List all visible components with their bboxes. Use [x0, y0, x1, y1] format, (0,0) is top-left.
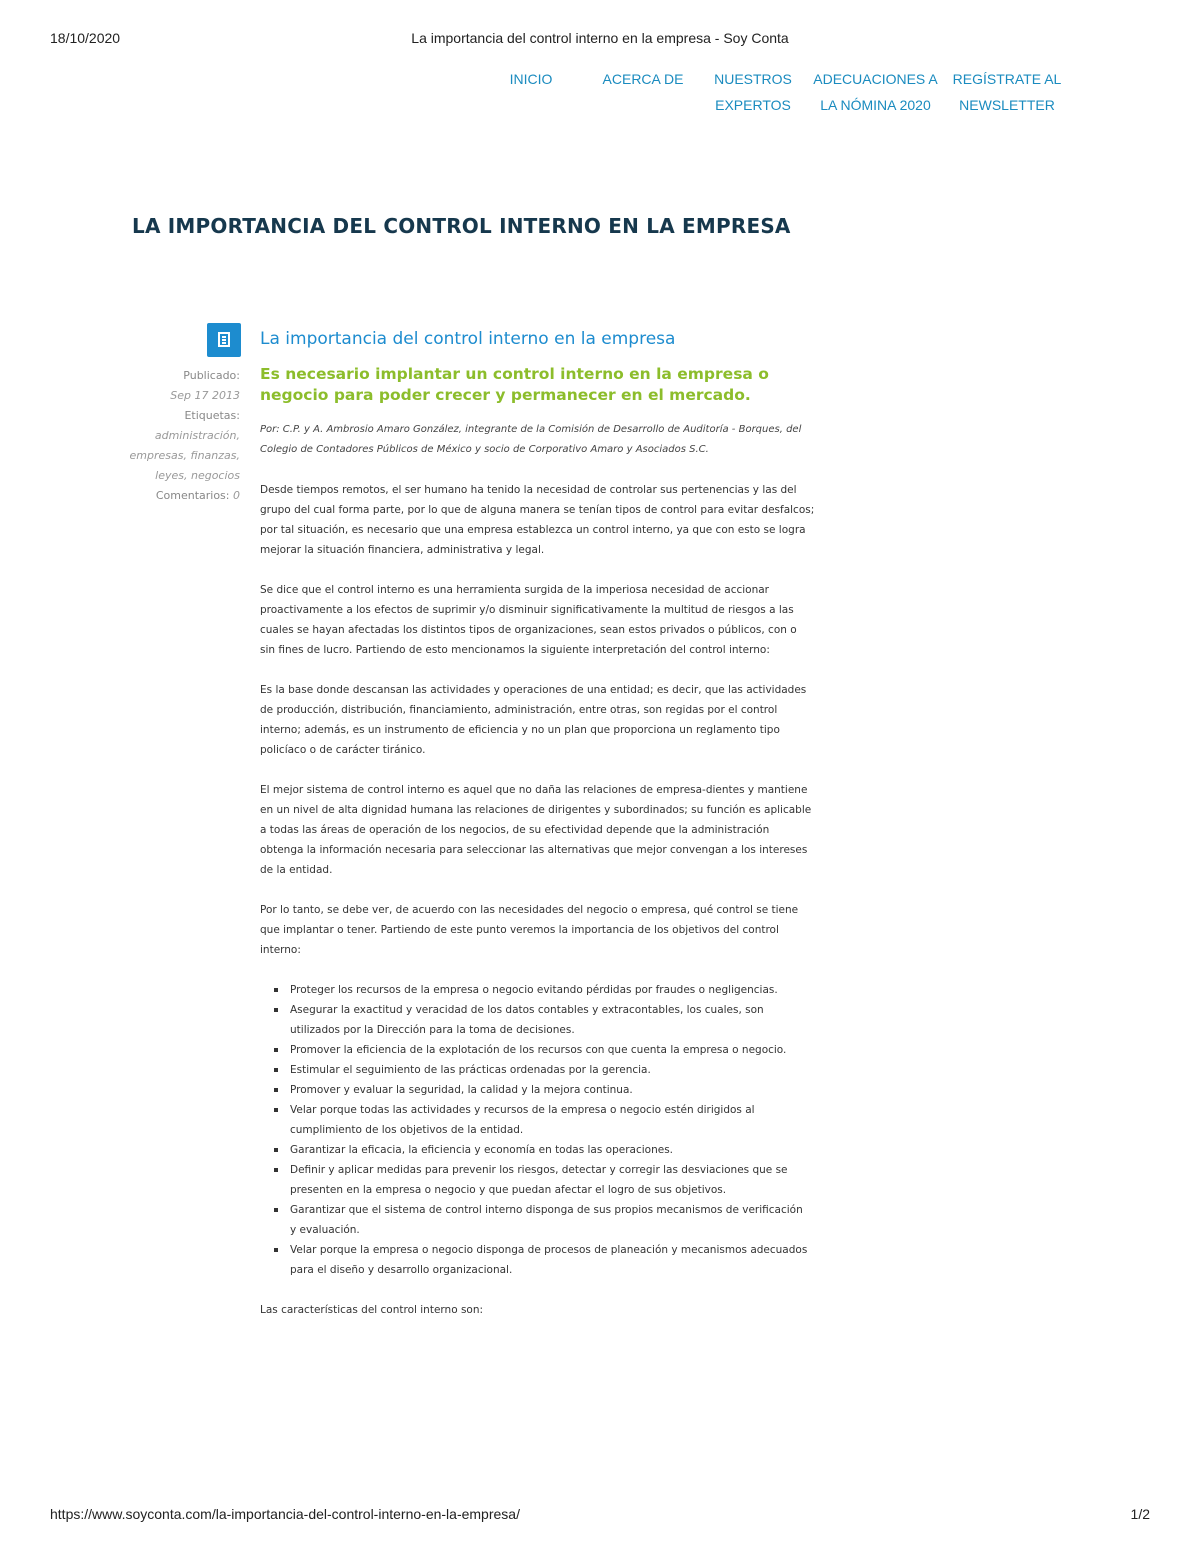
print-page-number: 1/2 — [1130, 1506, 1150, 1522]
post-heading[interactable]: La importancia del control interno en la empresa — [260, 329, 676, 349]
paragraph: Es la base donde descansan las actividades y operaciones de una entidad; es decir, que las actividades de producción, distribución, financiamiento, administración, entre otras, son regidas por el control interno; además, es un instrumento de eficiencia y no un plan que proporciona un reglamento tipo policíaco o de carácter tiránico. — [260, 684, 807, 756]
paragraph: Por lo tanto, se debe ver, de acuerdo con las necesidades del negocio o empresa, qué control se tiene que implantar o tener. Partiendo de este punto veremos la importancia de los objetivos del control interno: — [260, 904, 799, 956]
list-item: Velar porque la empresa o negocio disponga de procesos de planeación y mecanismos adecuados para el diseño y desarrollo organizacional. — [290, 1240, 810, 1280]
tags-list[interactable]: administración, empresas, finanzas, leyes, negocios — [129, 429, 240, 482]
print-header — [50, 30, 1150, 50]
list-item: Promover y evaluar la seguridad, la calidad y la mejora continua. — [290, 1080, 810, 1100]
print-page-title: La importancia del control interno en la empresa - Soy Conta — [411, 30, 789, 46]
print-date: 18/10/2020 — [50, 30, 121, 46]
list-item: Proteger los recursos de la empresa o negocio evitando pérdidas por fraudes o negligencias. — [290, 980, 810, 1000]
nav-item-newsletter[interactable]: REGÍSTRATE AL NEWSLETTER — [952, 71, 1062, 113]
document-icon — [207, 323, 241, 357]
nav-item-adecuaciones-nomina[interactable]: ADECUACIONES A LA NÓMINA 2020 — [813, 71, 938, 113]
nav-item-nuestros-expertos[interactable]: NUESTROS EXPERTOS — [714, 71, 792, 113]
comments-label: Comentarios: — [155, 489, 230, 502]
tags-label: Etiquetas: — [184, 409, 240, 422]
print-url: https://www.soyconta.com/la-importancia-del-control-interno-en-la-empresa/ — [50, 1506, 520, 1522]
post-content — [260, 324, 820, 1320]
list-item: Garantizar que el sistema de control interno disponga de sus propios mecanismos de verificación y evaluación. — [290, 1200, 810, 1240]
paragraph: El mejor sistema de control interno es aquel que no daña las relaciones de empresa-dientes y mantiene en un nivel de alta dignidad humana las relaciones de dirigentes y subordinados; su función es aplicable a todas las áreas de operación de los negocios, de su efectividad depende que la administración obtenga la información necesaria para seleccionar las alternativas que mejor convengan a los intereses de la entidad. — [260, 784, 812, 876]
nav-item-inicio[interactable]: INICIO — [509, 71, 553, 87]
page-title: LA IMPORTANCIA DEL CONTROL INTERNO EN LA EMPRESA — [132, 214, 791, 238]
list-item: Garantizar la eficacia, la eficiencia y economía en todas las operaciones. — [290, 1140, 810, 1160]
closing-paragraph: Las características del control interno son: — [260, 1304, 484, 1316]
objectives-list — [260, 980, 820, 1280]
comments-count[interactable] — [120, 486, 240, 506]
paragraph: Se dice que el control interno es una herramienta surgida de la imperiosa necesidad de accionar proactivamente a los efectos de suprimir y/o disminuir significativamente la multitud de riesgos a las cuales se hayan afectadas los distintos tipos de organizaciones, sean estos privados o públicos, con o sin fines de lucro. Partiendo de esto mencionamos la siguiente interpretación del control interno: — [260, 584, 797, 656]
post-meta — [120, 366, 240, 506]
list-item: Definir y aplicar medidas para prevenir los riesgos, detectar y corregir las desviaciones que se presenten en la empresa o negocio y que puedan afectar el logro de sus objetivos. — [290, 1160, 810, 1200]
list-item: Estimular el seguimiento de las prácticas ordenadas por la gerencia. — [290, 1060, 810, 1080]
post-byline: Por: C.P. y A. Ambrosio Amaro González, integrante de la Comisión de Desarrollo de Auditoría - Borques, del Colegio de Contadores Públicos de México y socio de Corporativo Amaro y Asociados S.C. — [260, 424, 802, 455]
comments-number: 0 — [233, 489, 240, 502]
nav-item-acerca-de[interactable]: ACERCA DE — [602, 71, 684, 87]
print-footer — [50, 1506, 1150, 1526]
list-item: Asegurar la exactitud y veracidad de los datos contables y extracontables, los cuales, son utilizados por la Dirección para la toma de decisiones. — [290, 1000, 810, 1040]
list-item: Velar porque todas las actividades y recursos de la empresa o negocio estén dirigidos al cumplimiento de los objetivos de la entidad. — [290, 1100, 810, 1140]
post-subtitle: Es necesario implantar un control interno en la empresa o negocio para poder crecer y permanecer en el mercado. — [260, 365, 769, 404]
main-nav — [500, 66, 1080, 116]
published-date: Sep 17 2013 — [170, 389, 240, 402]
list-item: Promover la eficiencia de la explotación de los recursos con que cuenta la empresa o negocio. — [290, 1040, 810, 1060]
paragraph: Desde tiempos remotos, el ser humano ha tenido la necesidad de controlar sus pertenencias y las del grupo del cual forma parte, por lo que de alguna manera se tenían tipos de control para evitar desfalcos; por tal situación, es necesario que una empresa establezca un control interno, ya que con esto se logra mejorar la situación financiera, administrativa y legal. — [260, 484, 815, 556]
published-label: Publicado: — [183, 369, 240, 382]
